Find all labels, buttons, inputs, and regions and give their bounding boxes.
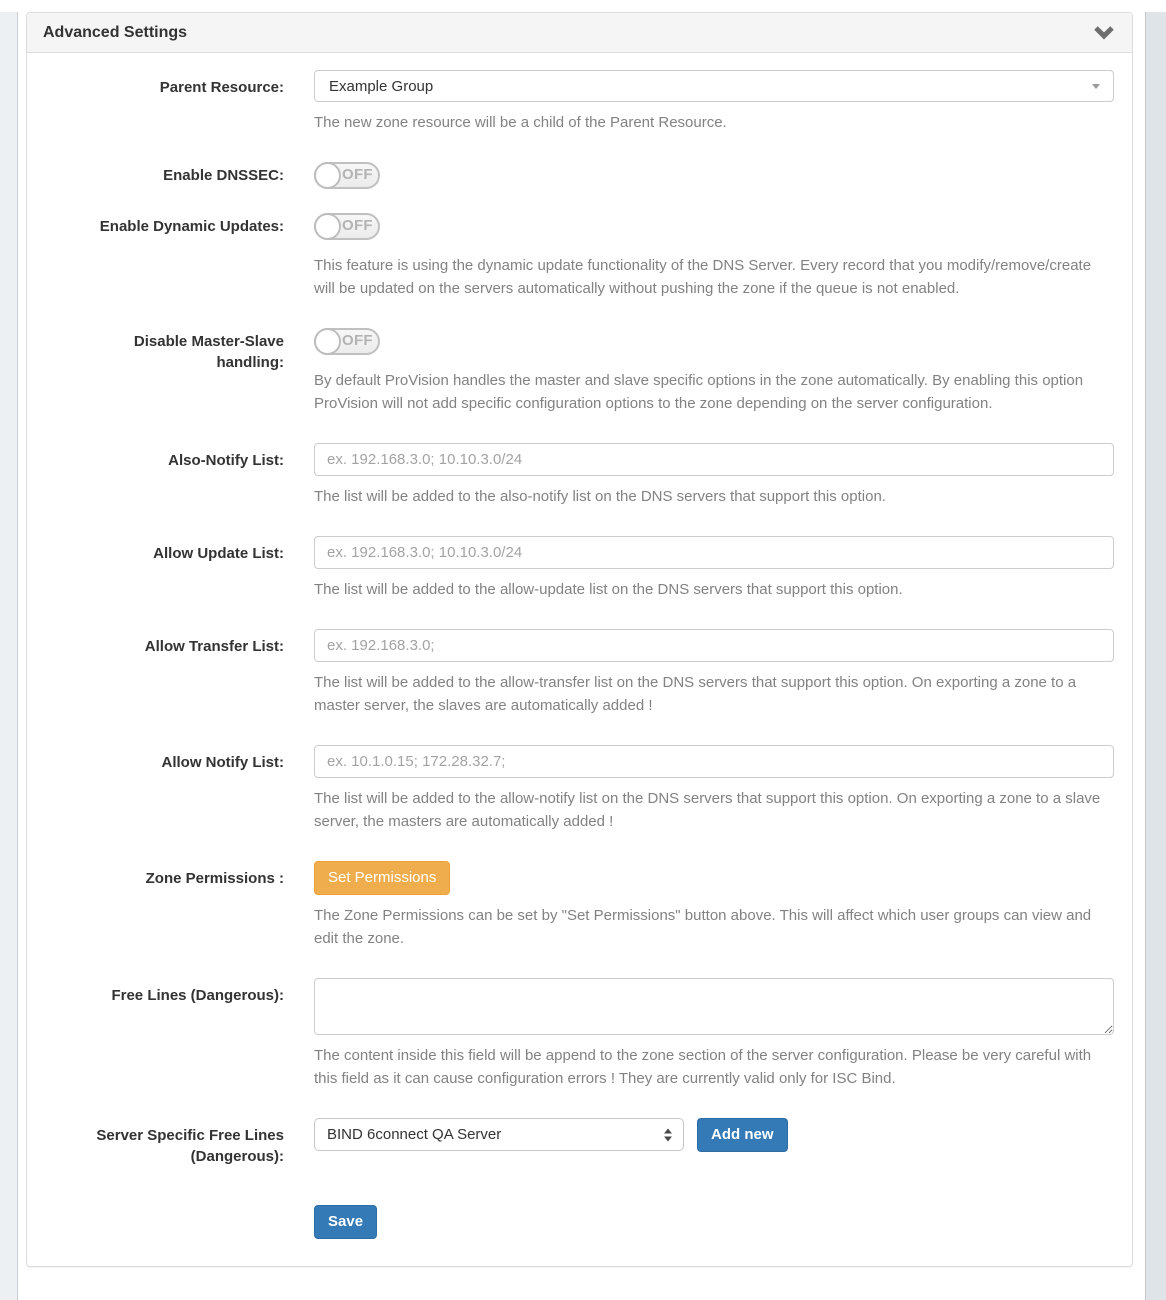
row-enable-dynamic-updates	[27, 213, 1114, 300]
enable-dynamic-updates-toggle[interactable]	[314, 213, 380, 240]
disable-master-slave-toggle[interactable]	[314, 328, 380, 355]
zone-permissions-label: Zone Permissions :	[145, 870, 284, 887]
toggle-knob	[314, 328, 341, 355]
allow-notify-input[interactable]	[314, 745, 1114, 778]
toggle-state-text: OFF	[342, 217, 373, 234]
disable-master-slave-help: By default ProVision handles the master and slave specific options in the zone automatically. By enabling this option ProVision will not add specific configuration options to the zone depending on the server configuration.	[314, 372, 1084, 412]
select-stepper-icon	[664, 1128, 672, 1141]
row-zone-permissions	[27, 861, 1114, 950]
server-select-value: BIND 6connect QA Server	[327, 1126, 502, 1143]
allow-update-input[interactable]	[314, 536, 1114, 569]
enable-dnssec-label: Enable DNSSEC:	[163, 167, 284, 184]
also-notify-input[interactable]	[314, 443, 1114, 476]
panel-body	[27, 53, 1132, 1266]
enable-dnssec-toggle[interactable]	[314, 162, 380, 189]
toggle-state-text: OFF	[342, 166, 373, 183]
row-enable-dnssec	[27, 162, 1114, 194]
enable-dynamic-updates-label: Enable Dynamic Updates:	[99, 218, 284, 235]
toggle-knob	[314, 213, 341, 240]
zone-permissions-help: The Zone Permissions can be set by "Set Permissions" button above. This will affect which user groups can view and edit the zone.	[314, 907, 1092, 947]
page-left-gutter	[0, 12, 18, 1300]
page-right-gutter	[1145, 12, 1166, 1300]
row-server-specific-free-lines	[27, 1118, 1114, 1167]
panel-heading	[27, 13, 1132, 53]
add-new-button[interactable]: Add new	[697, 1118, 788, 1152]
toggle-state-text: OFF	[342, 332, 373, 349]
allow-transfer-help: The list will be added to the allow-transfer list on the DNS servers that support this option. On exporting a zone to a master server, the slaves are automatically added !	[314, 674, 1077, 714]
server-select[interactable]	[314, 1118, 684, 1151]
save-button[interactable]: Save	[314, 1205, 377, 1239]
row-parent-resource	[27, 70, 1114, 134]
advanced-settings-panel	[26, 12, 1133, 1267]
server-specific-free-lines-label: Server Specific Free Lines (Dangerous):	[96, 1127, 284, 1165]
parent-resource-label: Parent Resource:	[159, 79, 284, 96]
allow-transfer-input[interactable]	[314, 629, 1114, 662]
row-free-lines	[27, 978, 1114, 1090]
allow-update-help: The list will be added to the allow-update list on the DNS servers that support this option.	[314, 581, 903, 598]
parent-resource-value: Example Group	[329, 77, 434, 95]
parent-resource-help: The new zone resource will be a child of the Parent Resource.	[314, 114, 727, 131]
also-notify-help: The list will be added to the also-notify list on the DNS servers that support this option.	[314, 488, 886, 505]
row-also-notify	[27, 443, 1114, 508]
collapse-chevron-icon[interactable]	[1092, 25, 1116, 41]
row-allow-update	[27, 536, 1114, 601]
allow-transfer-label: Allow Transfer List:	[144, 638, 284, 655]
enable-dynamic-updates-help: This feature is using the dynamic update functionality of the DNS Server. Every record that you modify/remove/create will be updated on the servers automatically without pushing the zone if the queue is not enabled.	[314, 257, 1092, 297]
row-allow-transfer	[27, 629, 1114, 717]
set-permissions-button[interactable]: Set Permissions	[314, 861, 450, 895]
free-lines-label: Free Lines (Dangerous):	[111, 987, 284, 1004]
toggle-knob	[314, 162, 341, 189]
free-lines-textarea[interactable]	[314, 978, 1114, 1035]
allow-notify-label: Allow Notify List:	[161, 754, 284, 771]
also-notify-label: Also-Notify List:	[168, 452, 284, 469]
row-save	[314, 1205, 1114, 1239]
row-allow-notify	[27, 745, 1114, 833]
disable-master-slave-label: Disable Master-Slave handling:	[133, 333, 284, 371]
dropdown-caret-icon	[1092, 84, 1100, 89]
allow-update-label: Allow Update List:	[153, 545, 284, 562]
allow-notify-help: The list will be added to the allow-notify list on the DNS servers that support this option. On exporting a zone to a slave server, the masters are automatically added !	[314, 790, 1101, 830]
panel-title: Advanced Settings	[43, 24, 188, 41]
row-disable-master-slave	[27, 328, 1114, 415]
free-lines-help: The content inside this field will be append to the zone section of the server configuration. Please be very careful with this field as it can cause configuration errors ! They are currently valid only for ISC Bind.	[314, 1047, 1092, 1087]
parent-resource-dropdown[interactable]	[314, 70, 1114, 102]
